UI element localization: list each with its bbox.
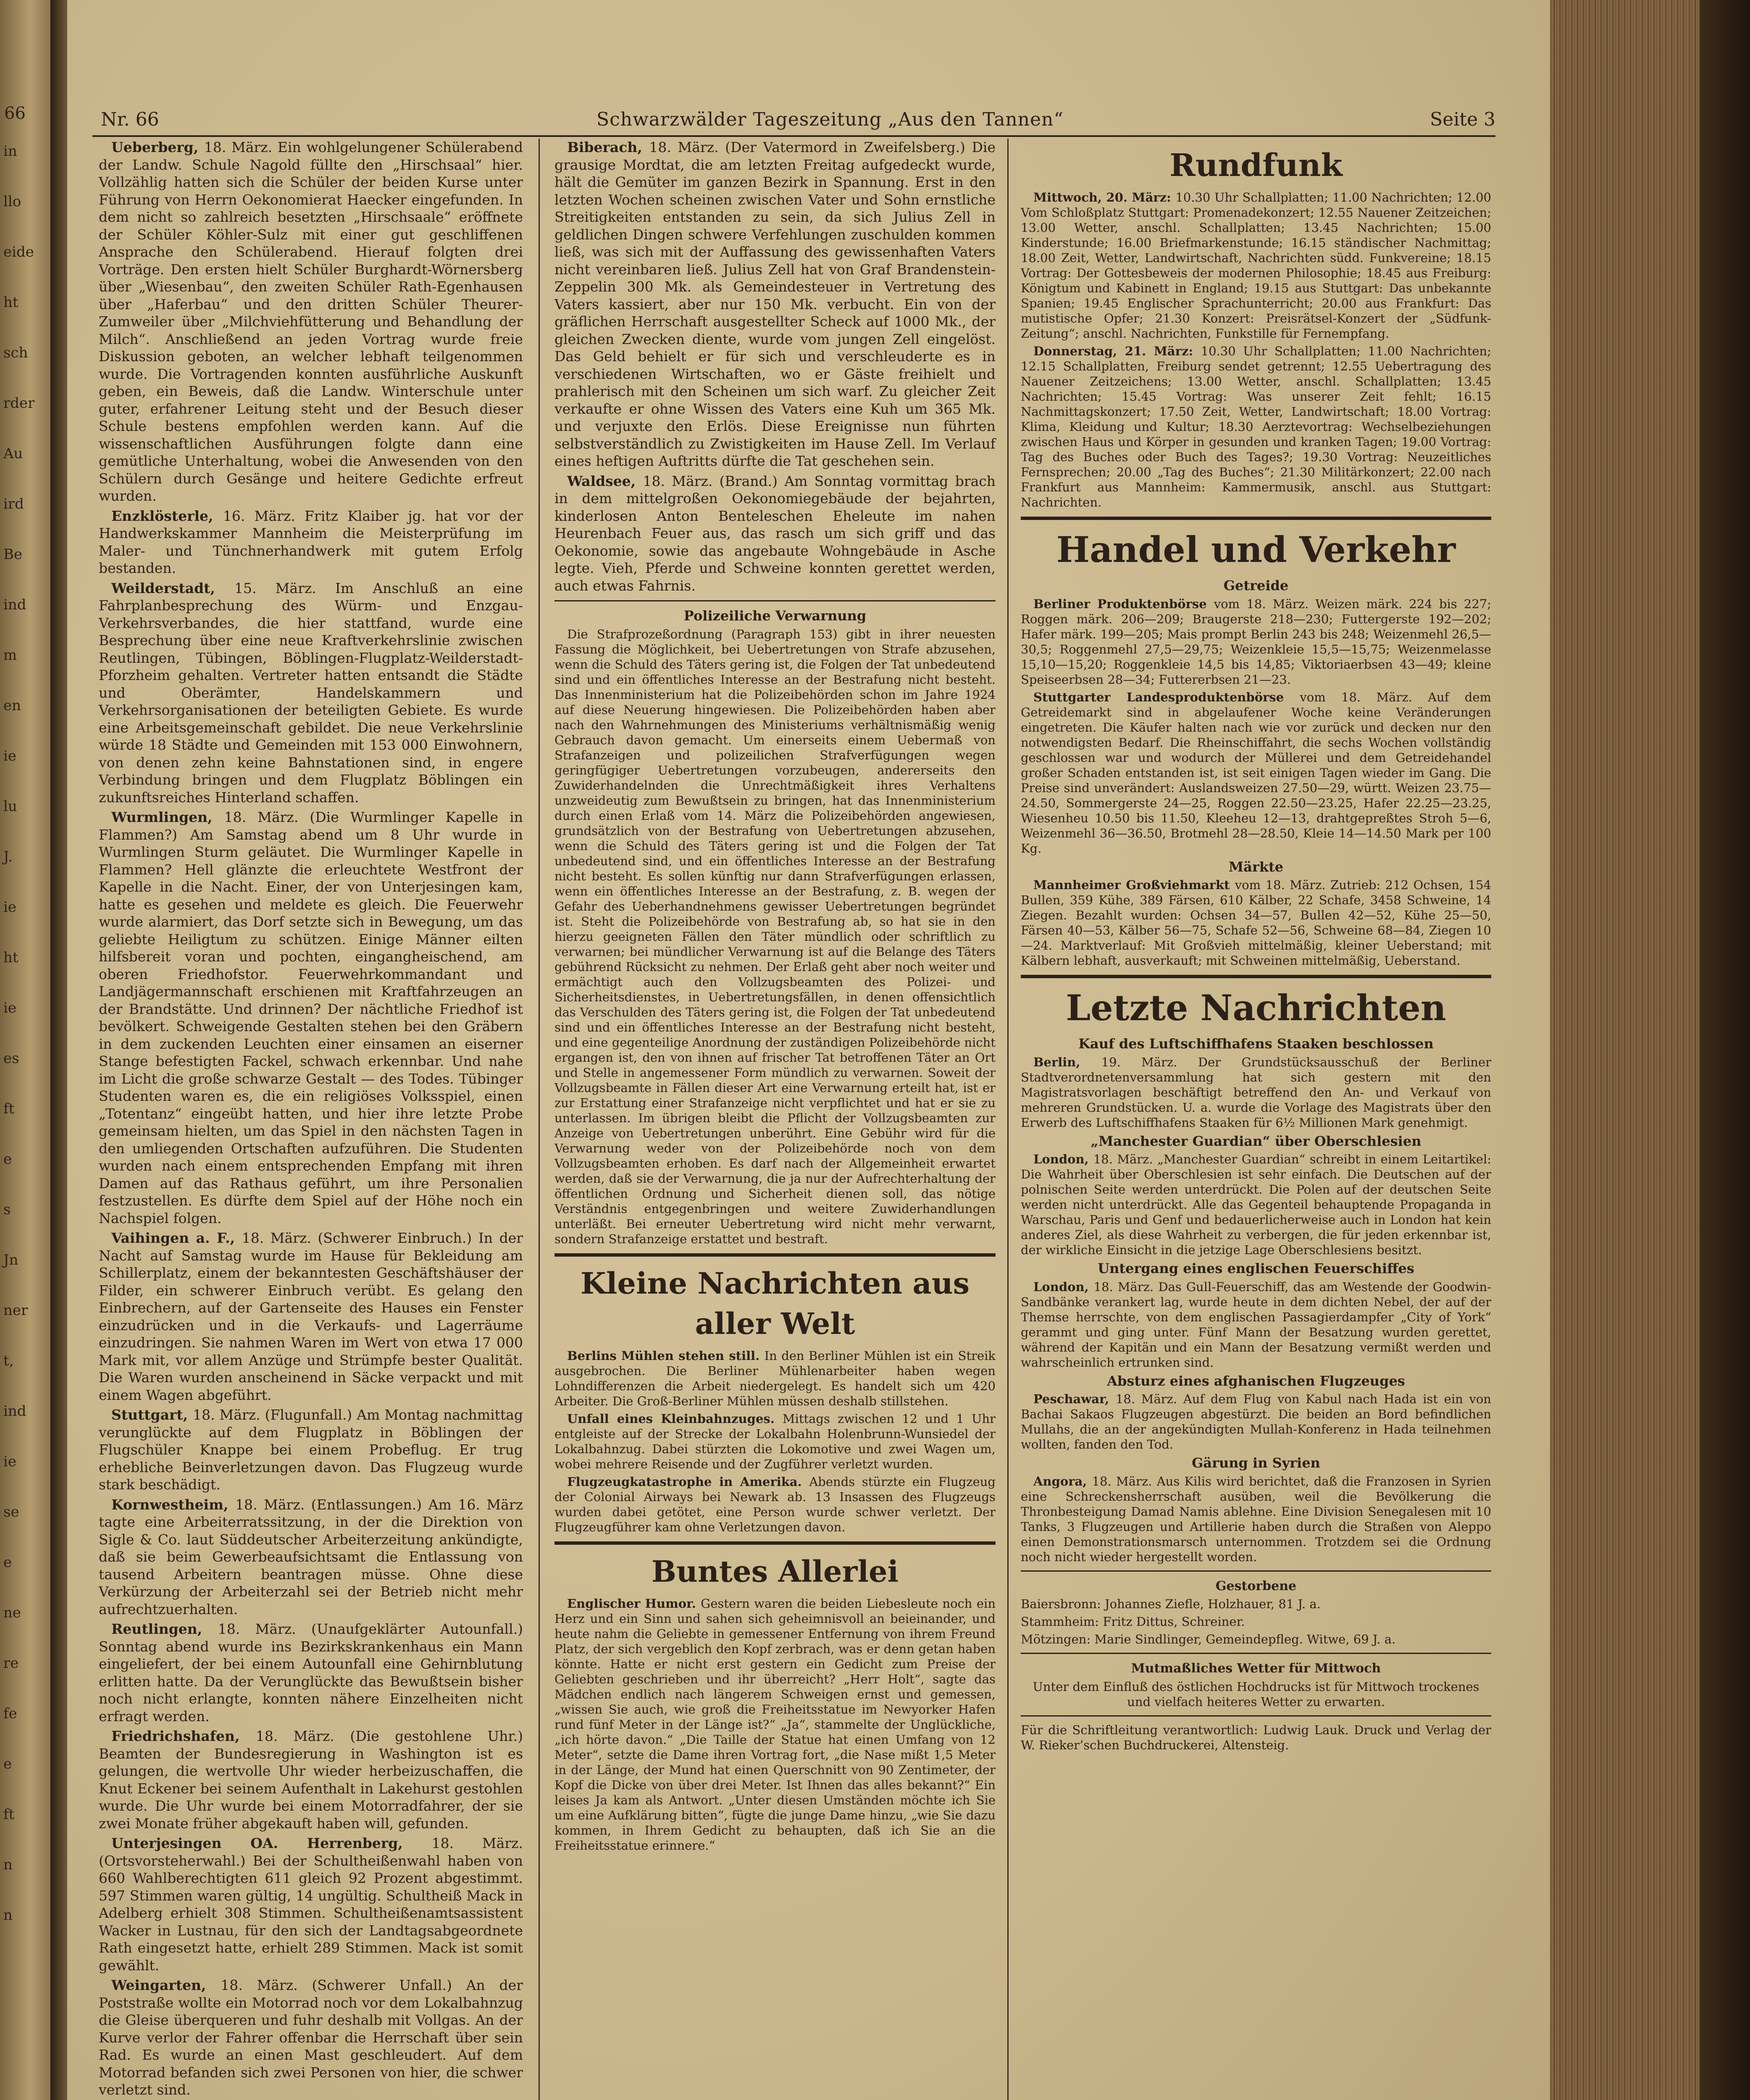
- column-local-news: [99, 139, 523, 2100]
- article-body: 18. März. (Flugunfall.) Am Montag nachmittag verunglückte auf dem Flugplatz in Böblingen der Flugschüler Knappe bei einem Probeflug. Er trug erhebliche Beinverletzungen davon. Das Flugzeug wurde stark beschädigt.: [99, 1407, 523, 1493]
- article-paragraph: [1021, 1279, 1491, 1370]
- article-dateline: Stuttgarter Landesproduktenbörse: [1033, 690, 1300, 704]
- left-page-fragment: Be: [3, 546, 23, 563]
- article-paragraph: [99, 1835, 523, 1974]
- article-dateline: Berlin,: [1033, 1055, 1101, 1069]
- article-dateline: Wurmlingen,: [111, 809, 224, 825]
- article-paragraph: [1021, 1391, 1491, 1452]
- left-page-fragment: llo: [3, 193, 21, 210]
- article-subheading: „Manchester Guardian“ über Oberschlesien: [1090, 1133, 1422, 1149]
- left-page-fragment: ner: [3, 1302, 28, 1319]
- newspaper-page: [67, 0, 1550, 2100]
- article-body: 18. März. (Unaufgeklärter Autounfall.) Sonntag abend wurde ins Bezirkskrankenhaus ein Mann eingeliefert, der bei einem Autounfall eine Gehirnblutung erlitten hatte. Da der Verunglückte das Bewußtsein bisher noch nicht erlangte, konnten nähere Einzelheiten nicht erfragt werden.: [99, 1621, 523, 1725]
- article-paragraph: [1021, 190, 1491, 341]
- article-dateline: Flugzeugkatastrophe in Amerika.: [567, 1474, 809, 1489]
- article-body: 18. März. Ein wohlgelungener Schülerabend der Landw. Schule Nagold füllte den „Hirschsaal“ hier. Vollzählig hatten sich die Schüler der beiden Kurse unter Führung von Herrn Oekonomierat Haecker eingefunden. In dem nicht so zahlreich besetzten „Hirschsaale“ eröffnete der Schüler Köhler-Sulz mit einer gut geschliffenen Ansprache den Schülerabend. Hierauf folgten drei Vorträge. Den ersten hielt Schüler Burghardt-Wörnersberg über „Wiesenbau“, den zweiten Schüler Rath-Egenhausen über „Haferbau“ und den dritten Schüler Theurer-Zumweiler über „Milchviehfütterung und Behandlung der Milch“. Anschließend an jeden Vortrag wurde freie Diskussion geboten, an welcher lebhaft teilgenommen wurde. Die Vortragenden konnten ausführliche Auskunft geben, ein Beweis, daß die Landw. Winterschule unter guter, erfahrener Leitung steht und der Besuch dieser Schule bestens empfohlen werden kann. Auf die wissenschaftlichen Ausführungen folgte dann eine gemütliche Unterhaltung, wobei die Anwesenden von den Schülern durch Gesänge und heitere Gedichte erfreut wurden.: [99, 139, 523, 504]
- article-paragraph: [1021, 690, 1491, 856]
- article-dateline: Unterjesingen OA. Herrenberg,: [111, 1835, 432, 1851]
- article-paragraph: [554, 1411, 996, 1472]
- left-page-fragment: fe: [3, 1705, 17, 1722]
- left-page-fragment: ie: [3, 1000, 16, 1016]
- article-body: Abends stürzte ein Flugzeug der Colonial Airways bei Newark ab. 13 Insassen des Flugzeugs wurden dabei getötet, eine Person wurde schwer verletzt. Der Flugzeugführer kam ohne Verletzungen davon.: [554, 1474, 996, 1534]
- article-body: 15. März. Im Anschluß an eine Fahrplanbesprechung des Würm- und Enzgau-Verkehrsverbandes, die hier stattfand, wurde eine Besprechung über eine neue Kraftverkehrslinie zwischen Reutlingen, Tübingen, Böblingen-Flugplatz-Weilderstadt-Pforzheim gehalten. Vertreter hatten entsandt die Städte und Oberämter, Handelskammern und Verkehrsorganisationen der beteiligten Gebiete. Es wurde eine Arbeitsgemeinschaft gebildet. Die neue Verkehrslinie würde 18 Städte und Gemeinden mit 153 000 Einwohnern, von denen zehn keine Bahnstationen sind, in engere Verbindung bringen und dem Flugplatz Böblingen ein zukunftsreiches Hinterland schaffen.: [99, 580, 523, 806]
- gestorbene-list: [1021, 1596, 1491, 1647]
- letzte-nachrichten-heading: Letzte Nachrichten: [1066, 987, 1446, 1029]
- left-page-edge: [0, 0, 50, 2100]
- article-subheading: Kauf des Luftschiffhafens Staaken beschlossen: [1078, 1036, 1434, 1052]
- article-paragraph: [554, 1348, 996, 1409]
- article-paragraph: [1021, 596, 1491, 687]
- column-rule: [1007, 139, 1009, 2100]
- left-page-fragment: ht: [3, 949, 18, 966]
- newspaper-title: Schwarzwälder Tageszeitung „Aus den Tannen“: [596, 109, 1064, 130]
- article-dateline: Biberach,: [567, 139, 649, 155]
- left-page-fragment: n: [3, 1856, 13, 1873]
- left-page-fragment: m: [3, 647, 17, 664]
- section-rule: [1021, 1715, 1491, 1717]
- wetter-heading: Mutmaßliches Wetter für Mittwoch: [1131, 1661, 1381, 1676]
- left-page-fragment: rder: [3, 395, 35, 412]
- column-middle: [554, 139, 996, 1856]
- left-page-fragment: lu: [3, 798, 17, 815]
- left-page-fragment: t,: [3, 1352, 14, 1369]
- left-page-fragment: es: [3, 1050, 19, 1067]
- article-paragraph: [1021, 344, 1491, 510]
- column-rule: [539, 139, 540, 2100]
- article-dateline: London,: [1033, 1152, 1093, 1166]
- article-dateline: Reutlingen,: [111, 1621, 218, 1637]
- article-body: 18. März. (Der Vatermord in Zweifelsberg.) Die grausige Mordtat, die am letzten Freitag aufgedeckt wurde, hält die Gemüter im ganzen Bezirk in Spannung. Erst in den letzten Wochen scheinen zwischen Vater und Sohn ernstliche Streitigkeiten entstanden zu sein, da sich Julius Zell in geldlichen Dingen schwere Verfehlungen zuschulden kommen ließ, was sich mit der Auffassung des gewissenhaften Vaters nicht vereinbaren ließ. Julius Zell hat von Graf Brandenstein-Zeppelin 300 Mk. als Gemeindesteuer in Vertretung des Vaters kassiert, aber nur 150 Mk. verbucht. Ein von der gräflichen Herrschaft ausgestellter Scheck auf 1000 Mk., der gleichen Zwecken diente, wurde vom jungen Zell eingelöst. Das Geld behielt er für sich und verschleuderte es in verschiedenen Wirtschaften, wo er Gäste freihielt und prahlerisch mit den Scheinen um sich warf. Zu gleicher Zeit verkaufte er ohne Wissen des Vaters eine Kuh um 365 Mk. und verjuxte den Erlös. Diese Ereignisse nun führten selbstverständlich zu Zwistigkeiten im Hause Zell. Im Verlauf eines heftigen Auftritts dürfte die Tat geschehen sein.: [554, 139, 996, 469]
- article-body: 18. März. (Ortsvorsteherwahl.) Bei der Schultheißenwahl haben von 660 Wahlberechtigten 611 gleich 92 Prozent abgestimmt. 597 Stimmen waren gültig, 14 ungültig. Schultheiß Mack in Adelberg erhielt 308 Stimmen. Schultheißenamtsassistent Wacker in Lustnau, für den sich der Landtagsabgeordnete Rath eingesetzt hatte, erhielt 289 Stimmen. Mack ist somit gewählt.: [99, 1835, 523, 1974]
- article-body: 16. März. Fritz Klaiber jg. hat vor der Handwerkskammer Mannheim die Meisterprüfung im Maler- und Tünchnerhandwerk mit gutem Erfolg bestanden.: [99, 507, 523, 576]
- article-dateline: Angora,: [1033, 1474, 1092, 1488]
- getreide-subheading: Getreide: [1223, 578, 1289, 593]
- kleine-nachrichten-heading: Kleine Nachrichten aus aller Welt: [581, 1265, 970, 1341]
- left-page-fragment: ne: [3, 1604, 21, 1621]
- police-article: Die Strafprozeßordnung (Paragraph 153) gibt in ihrer neuesten Fassung die Möglichkeit, bei Uebertretungen von Strafe abzusehen, wenn die Schuld des Täters gering ist, die Folgen der Tat unbedeutend sind und ein öffentliches Interesse an der Bestrafung nicht besteht. Das Innenministerium hat die Polizeibehörden schon im Jahre 1924 auf diese Neuerung hingewiesen. Die Polizeibehörden haben aber nach den Wahrnehmungen des Ministeriums verhältnismäßig wenig Gebrauch davon gemacht. Um einerseits einem Uebermaß von Strafanzeigen und polizeilichen Strafverfügungen wegen geringfügiger Uebertretungen vorzubeugen, andererseits den Zuwiderhandelnden die Unrechtmäßigkeit ihres Verhaltens unzweideutig zum Bewußtsein zu bringen, hat das Innenministerium durch einen Erlaß vom 14. März die Polizeibehörden angewiesen, grundsätzlich von der Bestrafung von Uebertretungen abzusehen, wenn die Schuld des Täters gering ist und die Folgen der Tat unbedeutend sind, und ein öffentliches Interesse an der Bestrafung nicht besteht. Es sollen künftig nur dann Strafverfügungen erlassen, wenn ein öffentliches Interesse an der Bestrafung, z. B. wegen der Gefahr des Ueberhandnehmens gewisser Uebertretungen begründet ist. Steht die Polizeibehörde von Bestrafung ab, so hat sie in den hierzu geeigneten Fällen den Täter mündlich oder schriftlich zu verwarnen; bei mündlicher Verwarnung ist auf die Belange des Täters gebührend Rücksicht zu nehmen. Der Erlaß geht aber noch weiter und ermächtigt auch den Vollzugsbeamten des Polizei- und Sicherheitsdienstes, in Uebertretungsfällen, in denen offensichtlich das Verschulden des Täters gering ist, die Folgen der Tat unbedeutend sind und ein öffentliches Interesse an der Bestrafung nicht besteht, und eine gegenteilige Anordnung der zuständigen Polizeibehörde nicht ergangen ist, den von ihnen auf frischer Tat betroffenen Täter an Ort und Stelle in angemessener Form mündlich zu verwarnen. Soweit der Vollzugsbeamte in Fällen dieser Art eine Verwarnung erteilt hat, ist er zur Erstattung einer Strafanzeige nicht verpflichtet und hat er sie zu unterlassen. Im übrigen bleibt die Pflicht der Vollzugsbeamten zur Anzeige von Uebertretungen unberührt. Eine Gebühr wird für die Verwarnung weder von der Polizeibehörde noch von dem Vollzugsbeamten erhoben. Es darf nach der Allgemeinheit erwartet werden, daß sie der Verwarnung, die ja nur der Aufrechterhaltung der öffentlichen Ordnung und Sicherheit dienen soll, das nötige Verständnis entgegenbringen und weitere Zuwiderhandlungen unterläßt. Bei erneuter Uebertretung wird nicht mehr verwarnt, sondern Strafanzeige erstattet und bestraft.: [554, 627, 996, 1246]
- left-page-fragment: n: [3, 1907, 13, 1924]
- letzte-nachrichten-list: [1021, 1035, 1491, 1564]
- left-page-fragment: Au: [3, 445, 23, 462]
- maerkte-subheading: Märkte: [1228, 858, 1284, 875]
- section-rule: [554, 1541, 996, 1545]
- article-dateline: Donnerstag, 21. März:: [1033, 344, 1201, 358]
- article-dateline: Berlins Mühlen stehen still.: [567, 1348, 765, 1363]
- article-dateline: Waldsee,: [567, 472, 643, 489]
- article-paragraph: [1021, 1474, 1491, 1564]
- article-dateline: Vaihingen a. F.,: [111, 1230, 242, 1246]
- article-subheading: Gärung in Syrien: [1192, 1455, 1320, 1471]
- article-body: 18. März. (Die Wurmlinger Kapelle in Flammen?) Am Samstag abend um 8 Uhr wurde in Wurmlingen Sturm geläutet. Die Wurmlinger Kapelle in Flammen? Hell glänzte die erleuchtete Westfront der Kapelle in die Nacht. Einer, der von Unterjesingen kam, hatte es gesehen und meldete es gleich. Die Feuerwehr wurde alarmiert, das Dorf setzte sich in Bewegung, um das geliebte Heiligtum zu schützen. Einige Männer eilten hilfsbereit voran und pochten, eingangheischend, am oberen Friedhofstor. Feuerwehrkommandant und Landjägermannschaft erschienen mit Kraftfahrzeugen an der Brandstätte. Und drinnen? Der nächtliche Friedhof ist bevölkert. Schweigende Gestalten stehen bei den Gräbern in dem zuckenden Leuchten einer einsamen an eiserner Stange befestigten Fackel, schwach erkennbar. Und nahe im Licht die große schwarze Gestalt — des Todes. Tübinger Studenten waren es, die ein religiöses Volksspiel, einen „Totentanz“ eingeübt hatten, und hier ihre letzte Probe gemeinsam hielten, um das Spiel in den nächsten Tagen in den umliegenden Ortschaften aufzuführen. Die Studenten wurden nach einem entsprechenden Empfang mit ihren Damen auf das Rathaus geführt, um ihre Personalien festzustellen. Es dürfte dem Spiel auf der Höhe noch ein Nachspiel folgen.: [99, 809, 523, 1226]
- article-paragraph: [554, 1596, 996, 1853]
- article-paragraph: [99, 1229, 523, 1404]
- market-reports: [1021, 877, 1491, 968]
- left-page-fragment: e: [3, 1554, 12, 1571]
- kleine-nachrichten-list: [554, 1348, 996, 1535]
- wetter-forecast: Unter dem Einfluß des östlichen Hochdrucks ist für Mittwoch trockenes und vielfach heiteres Wetter zu erwarten.: [1033, 1679, 1479, 1709]
- article-body: 18. März. Auf dem Flug von Kabul nach Hada ist ein von Bachai Sakaos Flugzeugen abgestürzt. Die beiden an Bord befindlichen Mullahs, die an der angekündigten Mullah-Konferenz in Hada teilnehmen wollten, fanden den Tod.: [1021, 1392, 1491, 1452]
- regional-articles: [554, 139, 996, 594]
- article-dateline: Berliner Produktenbörse: [1033, 596, 1214, 611]
- left-page-fragment: en: [3, 697, 21, 714]
- article-paragraph: [99, 808, 523, 1227]
- death-notice: Baiersbronn: Johannes Ziefle, Holzhauer, 81 J. a.: [1021, 1597, 1321, 1611]
- left-page-fragment: se: [3, 1504, 19, 1520]
- death-notice: Stammheim: Fritz Dittus, Schreiner.: [1021, 1614, 1245, 1629]
- left-page-fragment: ird: [3, 496, 24, 512]
- article-paragraph: [99, 1406, 523, 1494]
- rundfunk-heading: Rundfunk: [1169, 147, 1343, 184]
- article-paragraph: [554, 139, 996, 470]
- article-subheading: Untergang eines englischen Feuerschiffes: [1098, 1260, 1414, 1276]
- buntes-allerlei-list: [554, 1596, 996, 1853]
- left-page-fragment: J.: [3, 848, 13, 865]
- article-dateline: Mittwoch, 20. März:: [1033, 190, 1176, 205]
- left-page-fragment: e: [3, 1756, 12, 1772]
- article-dateline: Englischer Humor.: [567, 1596, 701, 1611]
- article-body: vom 18. März. Zutrieb: 212 Ochsen, 154 Bullen, 359 Kühe, 389 Färsen, 610 Kälber, 22 Schafe, 3458 Schweine, 14 Ziegen. Bezahlt wurden: Ochsen 34—57, Bullen 42—52, Kühe 25—50, Färsen 40—53, Kälber 56—75, Schafe 52—56, Schweine 68—84, Ziegen 10—24. Marktverlauf: Mit Großvieh mittelmäßig, kleiner Ueberstand; mit Kälbern lebhaft, ausverkauft; mit Schweinen mittelmäßig, Ueberstand.: [1021, 878, 1491, 968]
- article-body: 18. März. Das Gull-Feuerschiff, das am Westende der Goodwin-Sandbänke verankert lag, wurde heute in dem dichten Nebel, der auf der Themse herrschte, von dem englischen Passagierdampfer „City of York“ gerammt und ging unter. Fünf Mann der Besatzung wurden gerettet, während der Kapitän und ein Mann der Besatzung vermißt werden und wahrscheinlich ertrunken sind.: [1021, 1279, 1491, 1370]
- police-heading: Polizeiliche Verwarnung: [683, 608, 867, 624]
- article-body: In den Berliner Mühlen ist ein Streik ausgebrochen. Die Berliner Mühlenarbeiter haben wegen Lohndifferenzen die Arbeit niedergelegt. Es handelt sich um 420 Arbeiter. Die Groß-Berliner Mühlen müssen deshalb stillstehen.: [554, 1348, 996, 1408]
- section-rule: [554, 600, 996, 601]
- article-body: Gestern waren die beiden Liebesleute noch ein Herz und ein Sinn und sahen sich geheimnisvoll an beieinander, und heute nahm die Geliebte in gemessener Entfernung von ihrem Freund Platz, der sich vergeblich den Kopf zerbrach, was er denn getan haben könnte. Hatte er nicht erst gestern ein Gedicht zum Preise der Geliebten geschrieben und ihr überreicht? „Herr Holt“, sagte das Mädchen endlich nach längerem Schweigen ernst und gemessen, „wissen Sie auch, wie groß die Freiheitsstatue im Newyorker Hafen rund fünf Meter in der Länge ist?“ „Ja“, stammelte der Unglückliche, „ich hörte davon.“ „Die Taille der Statue hat einen Umfang von 12 Meter“, setzte die Dame ihren Vortrag fort, „die Nase mißt 1,5 Meter in der Länge, der Mund hat einen Querschnitt von 90 Zentimeter, der Kopf die Dicke von über drei Meter. Ist Ihnen das alles bekannt?“ Ein leises Ja kam als Antwort. „Unter diesen Umständen möchte ich Sie um eine Aufklärung bitten“, fügte die junge Dame hinzu, „wie Sie dazu kommen, in Ihrem Gedicht zu behaupten, daß ich Sie an die Freiheitsstatue erinnere.“: [554, 1596, 996, 1853]
- article-paragraph: [99, 1496, 523, 1618]
- article-paragraph: [554, 472, 996, 595]
- article-dateline: Unfall eines Kleinbahnzuges.: [567, 1411, 783, 1426]
- article-dateline: Enzklösterle,: [111, 507, 223, 524]
- left-page-fragment: ind: [3, 596, 26, 613]
- article-dateline: Ueberberg,: [111, 139, 204, 155]
- article-dateline: Peschawar,: [1033, 1392, 1116, 1406]
- article-body: 10.30 Uhr Schallplatten; 11.00 Nachrichten; 12.00 Vom Schloßplatz Stuttgart: Promenadekonzert; 12.55 Nauener Zeitzeichen; 13.00 Wetter, anschl. Schallplatten; 13.45 Nachrichten; 15.00 Kinderstunde; 16.00 Briefmarkenstunde; 16.15 ständischer Nachmittag; 18.00 Zeit, Wetter, Landwirtschaft, Nachrichten südd. Funkvereine; 18.15 Vortrag: Der Gottesbeweis der modernen Philosophie; 18.45 aus Freiburg: Königtum und Kabinett in England; 19.15 aus Stuttgart: Das unbekannte Spanien; 19.45 Englischer Sprachunterricht; 20.00 aus Frankfurt: Das mutistische Opfer; 21.30 Konzert: Preisrätsel-Konzert der „Südfunk-Zeitung“; anschl. Nachrichten, Funkstille für Fernempfang.: [1021, 190, 1492, 341]
- article-dateline: Stuttgart,: [111, 1407, 193, 1423]
- article-paragraph: [99, 139, 523, 505]
- left-page-fragment: ie: [3, 1453, 16, 1470]
- article-body: 10.30 Uhr Schallplatten; 11.00 Nachrichten; 12.15 Schallplatten, Freiburg sendet getrennt; 12.55 Uebertragung des Nauener Zeitzeichens; 13.00 Wetter, anschl. Schallplatten; 13.45 Nachrichten; 15.45 Vortrag: Was unserer Zeit fehlt; 16.15 Nachmittagskonzert; 17.50 Zeit, Wetter, Landwirtschaft; 18.00 Vortrag: Klima, Kleidung und Kultur; 18.30 Aerztevortrag: Wechselbeziehungen zwischen Haus und Körper in gesunden und kranken Tagen; 19.00 Vortrag: Tag des Buches oder Buch des Tages?; 19.30 Vortrag: Neuzeitliches Fernsprechen; 20.00 „Tag des Buches“; 21.30 Militärkonzert; 22.00 nach Frankfurt aus Mannheim: Kammermusik, anschl. aus Stuttgart: Nachrichten.: [1021, 344, 1491, 509]
- left-page-number: 66: [4, 104, 26, 123]
- article-body: 18. März. „Manchester Guardian“ schreibt in einem Leitartikel: Die Wahrheit über Oberschlesien ist sehr einfach. Die Deutschen auf der polnischen Seite werden unterdrückt. Die Polen auf der deutschen Seite werden nicht unterdrückt. Alle das Gegenteil behauptende Propaganda in Warschau, Paris und Genf und bedauerlicherweise auch in London hat kein anderes Ziel, als diese Wahrheit zu verbergen, die für jeden erkennbar ist, der wirkliche Einsicht in die jetzige Lage Oberschlesiens besitzt.: [1021, 1152, 1492, 1257]
- article-body: vom 18. März. Auf dem Getreidemarkt sind in abgelaufener Woche keine Veränderungen eingetreten. Die Käufer halten nach wie vor zurück und decken nur den notwendigsten Bedarf. Die Rheinschiffahrt, die sechs Wochen vollständig geschlossen war und wodurch der Müllerei und dem Getreidehandel großer Schaden entstanden ist, ist seit einigen Tagen wieder im Gang. Die Preise sind unverändert: Auslandsweizen 27.50—29, württ. Weizen 23.75—24.50, Sommergerste 24—25, Roggen 22.50—23.25, Hafer 22.25—23.25, Wiesenheu 10.50 bis 11.50, Kleeheu 12—13, drahtgepreßtes Stroh 5—6, Weizenmehl 36—36.50, Brotmehl 28—28.50, Kleie 14—14.50 Mark per 100 Kg.: [1021, 690, 1491, 856]
- article-paragraph: [99, 1620, 523, 1725]
- left-page-fragment: re: [3, 1655, 19, 1672]
- article-paragraph: [1021, 1055, 1491, 1130]
- section-rule: [554, 1253, 996, 1257]
- article-paragraph: [99, 1977, 523, 2099]
- article-paragraph: [99, 507, 523, 577]
- book-gutter: [50, 0, 67, 2100]
- left-page-fragment: ht: [3, 294, 18, 311]
- death-notice: Mötzingen: Marie Sindlinger, Gemeindepfleg. Witwe, 69 J. a.: [1021, 1632, 1396, 1646]
- article-body: Mittags zwischen 12 und 1 Uhr entgleiste auf der Strecke der Lokalbahn Holenbrunn-Wunsiedel der Lokalbahnzug. Dabei stürzten die Lokomotive und zwei Wagen um, wobei mehrere Reisende und der Zugführer verletzt wurden.: [554, 1411, 996, 1471]
- article-dateline: Kornwestheim,: [111, 1496, 236, 1513]
- article-dateline: Mannheimer Großviehmarkt: [1033, 878, 1235, 892]
- gestorbene-heading: Gestorbene: [1215, 1578, 1297, 1593]
- rundfunk-program: [1021, 190, 1491, 510]
- buntes-allerlei-heading: Buntes Allerlei: [651, 1554, 899, 1589]
- section-rule: [1021, 1653, 1491, 1654]
- column-right: [1021, 139, 1491, 1755]
- article-subheading: Absturz eines afghanischen Flugzeuges: [1107, 1373, 1405, 1389]
- page-header: [76, 105, 1495, 134]
- issue-number: Nr. 66: [101, 109, 159, 130]
- book-spine: [1700, 0, 1750, 2100]
- handel-heading: Handel und Verkehr: [1056, 529, 1456, 570]
- article-paragraph: [99, 580, 523, 806]
- section-rule: [1021, 517, 1491, 520]
- article-dateline: Weilderstadt,: [111, 580, 235, 596]
- impressum: Für die Schriftleitung verantwortlich: Ludwig Lauk. Druck und Verlag der W. Rieker’schen Buchdruckerei, Altensteig.: [1021, 1722, 1491, 1752]
- left-page-fragment: s: [3, 1201, 11, 1218]
- article-paragraph: [554, 1474, 996, 1535]
- article-body: 18. März. (Die gestohlene Uhr.) Beamten der Bundesregierung in Washington ist es gelungen, die wertvolle Uhr wieder herbeizuschaffen, die Knut Eckener bei seinem Aufenthalt in Lakehurst gestohlen wurde. Die Uhr wurde bei einem Motorradfahrer, der sie zwei Monate früher abgekauft haben will, gefunden.: [99, 1728, 523, 1832]
- article-body: 18. März. (Schwerer Unfall.) An der Poststraße wollte ein Motorrad noch vor dem Lokalbahnzug die Gleise überqueren und fuhr deshalb mit Vollgas. An der Kurve verlor der Fahrer offenbar die Herrschaft über sein Rad. Es wurde an einen Mast geschleudert. Auf dem Motorrad befanden sich zwei Personen von hier, die schwer verletzt sind.: [99, 1977, 523, 2098]
- article-body: 18. März. (Schwerer Einbruch.) In der Nacht auf Samstag wurde im Hause für Bekleidung am Schillerplatz, einem der bekanntesten Geschäftshäuser der Filder, ein schwerer Einbruch verübt. Es gelang den Einbrechern, auf der Gartenseite des Hauses ein Fenster einzudrücken und in die Verkaufs- und Lagerräume einzudringen. Sie nahmen Waren im Wert von etwa 17 000 Mark mit, vor allem Anzüge und Strümpfe bester Qualität. Die Waren wurden anscheinend in Säcke verpackt und mit einem Wagen abgeführt.: [99, 1230, 523, 1403]
- left-page-fragment: ind: [3, 1403, 26, 1420]
- left-page-fragment: ft: [3, 1806, 15, 1823]
- left-page-fragment: e: [3, 1151, 12, 1168]
- section-rule: [1021, 1570, 1491, 1572]
- article-body: 18. März. (Entlassungen.) Am 16. März tagte eine Arbeiterratssitzung, in der die Direktion von Sigle & Co. laut Süddeutscher Arbeiterzeitung ankündigte, daß sie beim Gewerbeaufsichtsamt die Entlassung von tausend Arbeitern beantragen müsse. Ohne diese Verkürzung der Arbeiterzahl sei der Betrieb nicht mehr aufrechtzuerhalten.: [99, 1496, 523, 1617]
- left-page-fragment: Jn: [3, 1252, 18, 1268]
- article-dateline: London,: [1033, 1279, 1094, 1294]
- article-paragraph: [1021, 1152, 1491, 1257]
- article-dateline: Friedrichshafen,: [111, 1728, 256, 1744]
- article-paragraph: [1021, 877, 1491, 968]
- article-dateline: Weingarten,: [111, 1977, 221, 1993]
- left-page-fragment: ft: [3, 1100, 15, 1117]
- section-rule: [1021, 975, 1491, 978]
- article-body: 19. März. Der Grundstücksausschuß der Berliner Stadtverordnetenversammlung hat sich gestern mit den Magistratsvorlagen beschäftigt betreffend den An- und Verkauf von mehreren Grundstücken. U. a. wurde die Vorlage des Magistrats über den Erwerb des Luftschiffhafens Staaken für 6½ Millionen Mark genehmigt.: [1021, 1055, 1491, 1130]
- article-paragraph: [99, 1727, 523, 1832]
- left-page-fragment: eide: [3, 244, 34, 260]
- left-page-fragment: ie: [3, 899, 16, 916]
- getreide-reports: [1021, 596, 1491, 856]
- page-number: Seite 3: [1430, 109, 1495, 130]
- left-page-fragment: in: [3, 143, 17, 160]
- article-body: vom 18. März. Weizen märk. 224 bis 227; Roggen märk. 206—209; Braugerste 218—230; Futtergerste 192—202; Hafer märk. 199—205; Mais prompt Berlin 243 bis 248; Weizenmehl 26,5—30,5; Roggenmehl 27,5—29,75; Weizenkleie 15,5—15,75; Weizenmelasse 15,10—15,20; Roggenkleie 14,5 bis 14,85; Viktoriaerbsen 43—49; kleine Speiseerbsen 28—34; Futtererbsen 21—23.: [1021, 596, 1491, 687]
- header-rule: [92, 135, 1495, 137]
- left-page-fragment: sch: [3, 344, 28, 361]
- left-page-fragment: ie: [3, 748, 16, 764]
- article-body: 18. März. Aus Kilis wird berichtet, daß die Franzosen in Syrien eine Schreckensherrschaft ausüben, weil die Bevölkerung die Thronbesteigung Damad Namis ablehne. Eine Division Senegalesen mit 10 Tanks, 3 Flugzeugen und Artillerie haben durch die Straßen von Aleppo einen Demonstrationsmarsch unternommen. Trotzdem sei die Ordnung noch nicht wieder hergestellt worden.: [1021, 1474, 1491, 1564]
- article-body: 18. März. (Brand.) Am Sonntag vormittag brach in dem mittelgroßen Oekonomiegebäude der bejahrten, kinderlosen Anton Benteleschen Eheleute im nahen Heurenbach Feuer aus, das rasch um sich griff und das Oekonomie, sowie das angebaute Wohngebäude in Asche legte. Vieh, Pferde und Schweine konnten gerettet werden, auch etwas Fahrnis.: [554, 472, 996, 594]
